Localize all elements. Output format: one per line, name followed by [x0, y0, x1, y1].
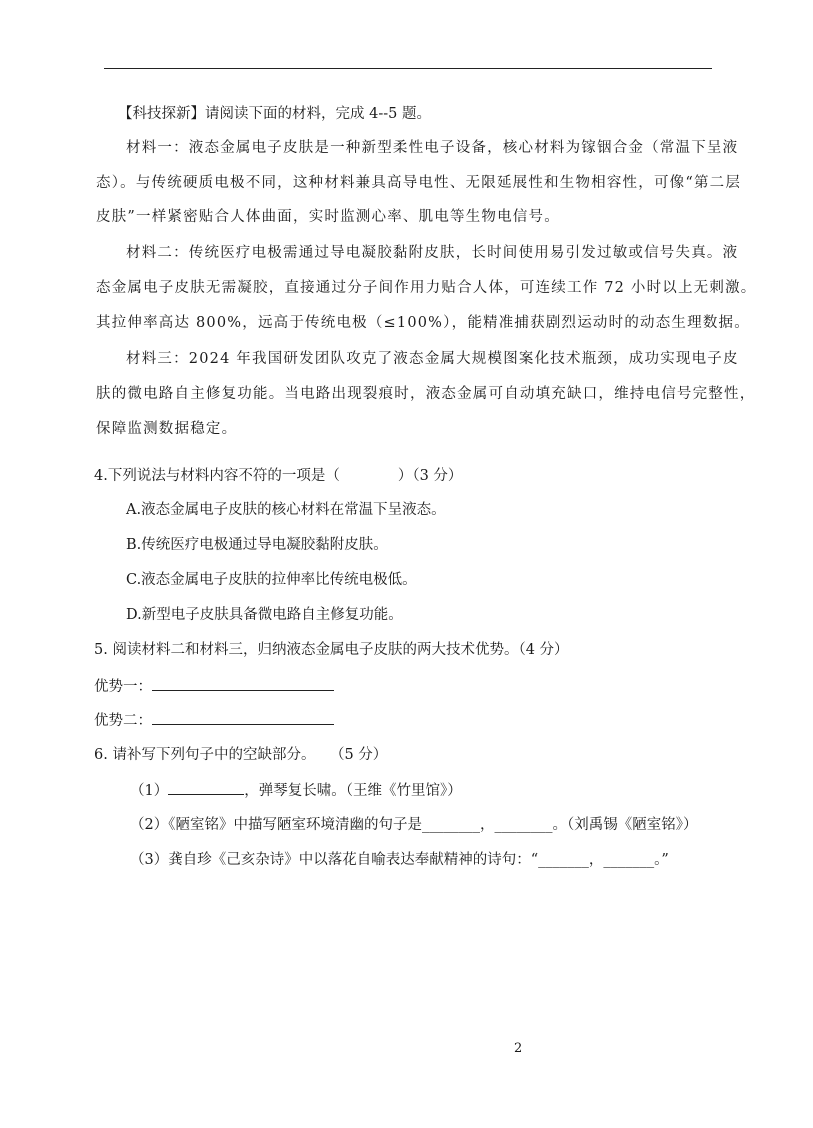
material-2-line-3: 其拉伸率高达 800%，远高于传统电极（≤100%），能精准捕获剧烈运动时的动态生理数据。	[96, 315, 750, 331]
question-6-item-2: （2）《陋室铭》中描写陋室环境清幽的句子是________，________。（刘禹锡《陋室铭》）	[130, 817, 698, 833]
question-4-option-c: C.液态金属电子皮肤的拉伸率比传统电极低。	[126, 572, 417, 588]
header-rule	[104, 68, 712, 69]
advantage-2-row	[94, 710, 334, 731]
question-4-stem: 4.下列说法与材料内容不符的一项是（ ）（3 分）	[94, 468, 463, 484]
question-5-stem: 5. 阅读材料二和材料三，归纳液态金属电子皮肤的两大技术优势。（4 分）	[94, 642, 569, 658]
advantage-1-row	[94, 676, 334, 697]
question-6-stem: 6. 请补写下列句子中的空缺部分。 （5 分）	[94, 747, 388, 763]
question-4-option-a: A.液态金属电子皮肤的核心材料在常温下呈液态。	[126, 502, 446, 518]
advantage-2-answer-blank[interactable]	[152, 710, 334, 725]
question-6-item-1-prefix: （1）	[130, 783, 169, 799]
question-4-option-b: B.传统医疗电极通过导电凝胶黏附皮肤。	[126, 537, 388, 553]
question-6-item-1-blank[interactable]	[168, 780, 244, 795]
question-6-item-1-suffix: ，弹琴复长啸。（王维《竹里馆》）	[244, 783, 462, 799]
section-intro: 【科技探新】请阅读下面的材料，完成 4--5 题。	[118, 106, 431, 122]
advantage-2-label: 优势二：	[94, 713, 152, 729]
material-3-line-3: 保障监测数据稳定。	[96, 421, 238, 437]
material-2-line-1: 材料二：传统医疗电极需通过导电凝胶黏附皮肤，长时间使用易引发过敏或信号失真。液	[126, 245, 739, 261]
page-number: 2	[514, 1041, 523, 1056]
question-6-item-1	[130, 780, 462, 801]
advantage-1-label: 优势一：	[94, 679, 152, 695]
material-3-line-2: 肤的微电路自主修复功能。当电路出现裂痕时，液态金属可自动填充缺口，维持电信号完整性，	[96, 386, 756, 402]
material-1-line-1: 材料一：液态金属电子皮肤是一种新型柔性电子设备，核心材料为镓铟合金（常温下呈液	[126, 140, 739, 156]
material-1-line-2: 态）。与传统硬质电极不同，这种材料兼具高导电性、无限延展性和生物相容性，可像“第二层	[96, 175, 742, 191]
material-2-line-2: 态金属电子皮肤无需凝胶，直接通过分子间作用力贴合人体，可连续工作 72 小时以上无刺激。	[96, 280, 757, 296]
material-3-line-1: 材料三：2024 年我国研发团队攻克了液态金属大规模图案化技术瓶颈，成功实现电子皮	[126, 351, 739, 367]
question-4-option-d: D.新型电子皮肤具备微电路自主修复功能。	[126, 607, 403, 623]
material-1-line-3: 皮肤”一样紧密贴合人体曲面，实时监测心率、肌电等生物电信号。	[96, 209, 560, 225]
question-6-item-3: （3）龚自珍《己亥杂诗》中以落花自喻表达奉献精神的诗句：“_______，_______。”	[130, 852, 669, 868]
advantage-1-answer-blank[interactable]	[152, 676, 334, 691]
